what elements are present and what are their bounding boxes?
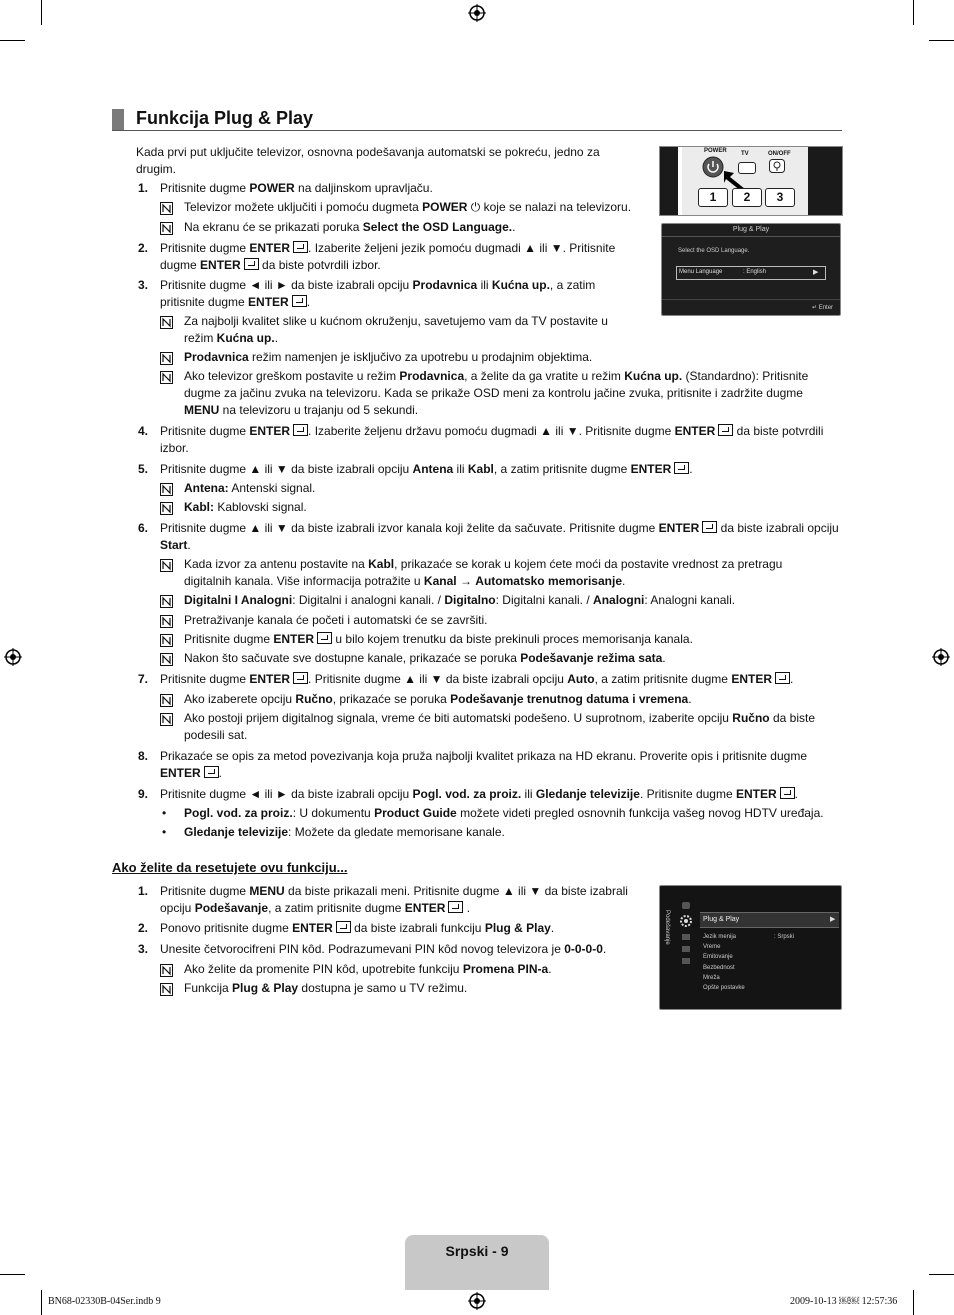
osd-title: Plug & Play	[732, 226, 770, 233]
note-icon	[160, 352, 173, 365]
right-arrow-icon: ▶	[830, 916, 836, 923]
step-1: Pritisnite dugme POWER na daljinskom upravljaču.	[160, 181, 433, 195]
section-subtitle: Ako želite da resetujete ovu funkciju...	[112, 860, 348, 875]
reset-step-1: Pritisnite dugme MENU da biste prikazali meni. Pritisnite dugme ▲ ili ▼ da biste izabrali opciju Podešavanje, a zatim pritisnite dugme ENTER .	[160, 884, 628, 915]
remote-illustration	[659, 146, 843, 216]
note-icon	[160, 502, 173, 515]
step-2: Pritisnite dugme ENTER . Izaberite željeni jezik pomoću dugmadi ▲ ili ▼. Pritisnite dugme ENTER da biste potvrdili izbor.	[160, 241, 616, 272]
registration-mark-icon	[468, 1292, 486, 1310]
osd-enter-hint: ↵ Enter	[812, 305, 834, 311]
title-bar	[112, 109, 124, 130]
step-3: Pritisnite dugme ◄ ili ► da biste izabrali opciju Prodavnica ili Kućna up., a zatim pritisnite dugme ENTER .	[160, 278, 596, 309]
onoff-lamp-icon	[769, 159, 785, 173]
menu-icon	[682, 934, 690, 940]
osd-selected-row: Plug & Play ▶	[700, 912, 839, 928]
osd-item: Bezbednost	[703, 965, 735, 971]
note-icon	[160, 694, 173, 707]
footer-timestamp: 2009-10-13 ￼￼ 12:57:36	[790, 1296, 898, 1307]
note-icon	[160, 615, 173, 628]
onoff-label: ON/OFF	[768, 151, 791, 157]
gear-icon	[679, 914, 693, 928]
step-8: Prikazaće se opis za metod povezivanja koja pruža najbolji kvalitet prikaza na HD ekranu. Proverite opis i pritisnite dugme ENTER .	[160, 749, 807, 780]
menu-icon	[682, 902, 690, 909]
note-icon	[160, 653, 173, 666]
note-icon	[160, 316, 173, 329]
page-number: Srpski - 9	[445, 1243, 509, 1259]
step-5: Pritisnite dugme ▲ ili ▼ da biste izabrali opciju Antena ili Kabl, a zatim pritisnite dugme ENTER .	[160, 462, 693, 476]
step-6: Pritisnite dugme ▲ ili ▼ da biste izabrali izvor kanala koji želite da sačuvate. Pritisnite dugme ENTER da biste izabrali opciju Start.	[160, 521, 839, 552]
osd-item-value: : Srpski	[774, 934, 795, 940]
osd-item: Jezik menija	[703, 934, 737, 940]
footer-file: BN68-02330B-04Ser.indb 9	[48, 1296, 161, 1307]
key-3: 3	[765, 188, 795, 207]
note-icon	[160, 559, 173, 572]
note-icon	[160, 634, 173, 647]
key-2: 2	[732, 188, 762, 207]
reset-step-2: Ponovo pritisnite dugme ENTER da biste izabrali funkciju Plug & Play.	[160, 921, 555, 935]
registration-mark-icon	[932, 648, 950, 666]
osd-setup-menu-screen	[659, 885, 842, 1010]
osd-prompt: Select the OSD Language.	[678, 248, 750, 254]
note-icon	[160, 483, 173, 496]
key-1: 1	[698, 188, 728, 207]
tv-label: TV	[741, 151, 749, 157]
osd-row-label: Menu Language	[679, 269, 723, 275]
note-icon	[160, 371, 173, 384]
menu-icon	[682, 946, 690, 952]
osd-item: Opšte postavke	[703, 985, 745, 991]
step-7: Pritisnite dugme ENTER . Pritisnite dugme ▲ ili ▼ da biste izabrali opciju Auto, a zatim pritisnite dugme ENTER .	[160, 672, 794, 686]
step-9: Pritisnite dugme ◄ ili ► da biste izabrali opciju Pogl. vod. za proiz. ili Gledanje televizije. Pritisnite dugme ENTER .	[160, 787, 798, 801]
note-icon	[160, 713, 173, 726]
reset-step-3: Unesite četvorocifreni PIN kôd. Podrazumevani PIN kôd novog televizora je 0-0-0-0.	[160, 942, 607, 956]
note-icon	[160, 202, 173, 215]
registration-mark-icon	[468, 4, 486, 22]
osd-side-label: Podešavanje	[664, 910, 670, 945]
note-icon	[160, 595, 173, 608]
osd-item: Emitovanje	[703, 954, 733, 960]
note-icon	[160, 222, 173, 235]
power-label: POWER	[704, 148, 727, 154]
note-icon	[160, 983, 173, 996]
menu-icon	[682, 958, 690, 964]
osd-plug-and-play-screen	[661, 223, 841, 316]
osd-row-value: : English	[743, 269, 767, 275]
osd-item: Mreža	[703, 975, 720, 981]
osd-item: Vreme	[703, 944, 721, 950]
osd-language-row	[676, 266, 826, 280]
step-4: Pritisnite dugme ENTER . Izaberite željenu državu pomoću dugmadi ▲ ili ▼. Pritisnite dugme ENTER da biste potvrdili izbor.	[160, 424, 824, 455]
power-button-icon	[702, 156, 724, 178]
note-icon	[160, 964, 173, 977]
page-title: Funkcija Plug & Play	[136, 108, 314, 128]
registration-mark-icon	[4, 648, 22, 666]
intro-paragraph: Kada prvi put uključite televizor, osnovna podešavanja automatski se pokreću, jedno za drugim.	[136, 145, 600, 176]
title-rule	[112, 130, 842, 131]
right-arrow-icon: ▶	[813, 269, 819, 276]
